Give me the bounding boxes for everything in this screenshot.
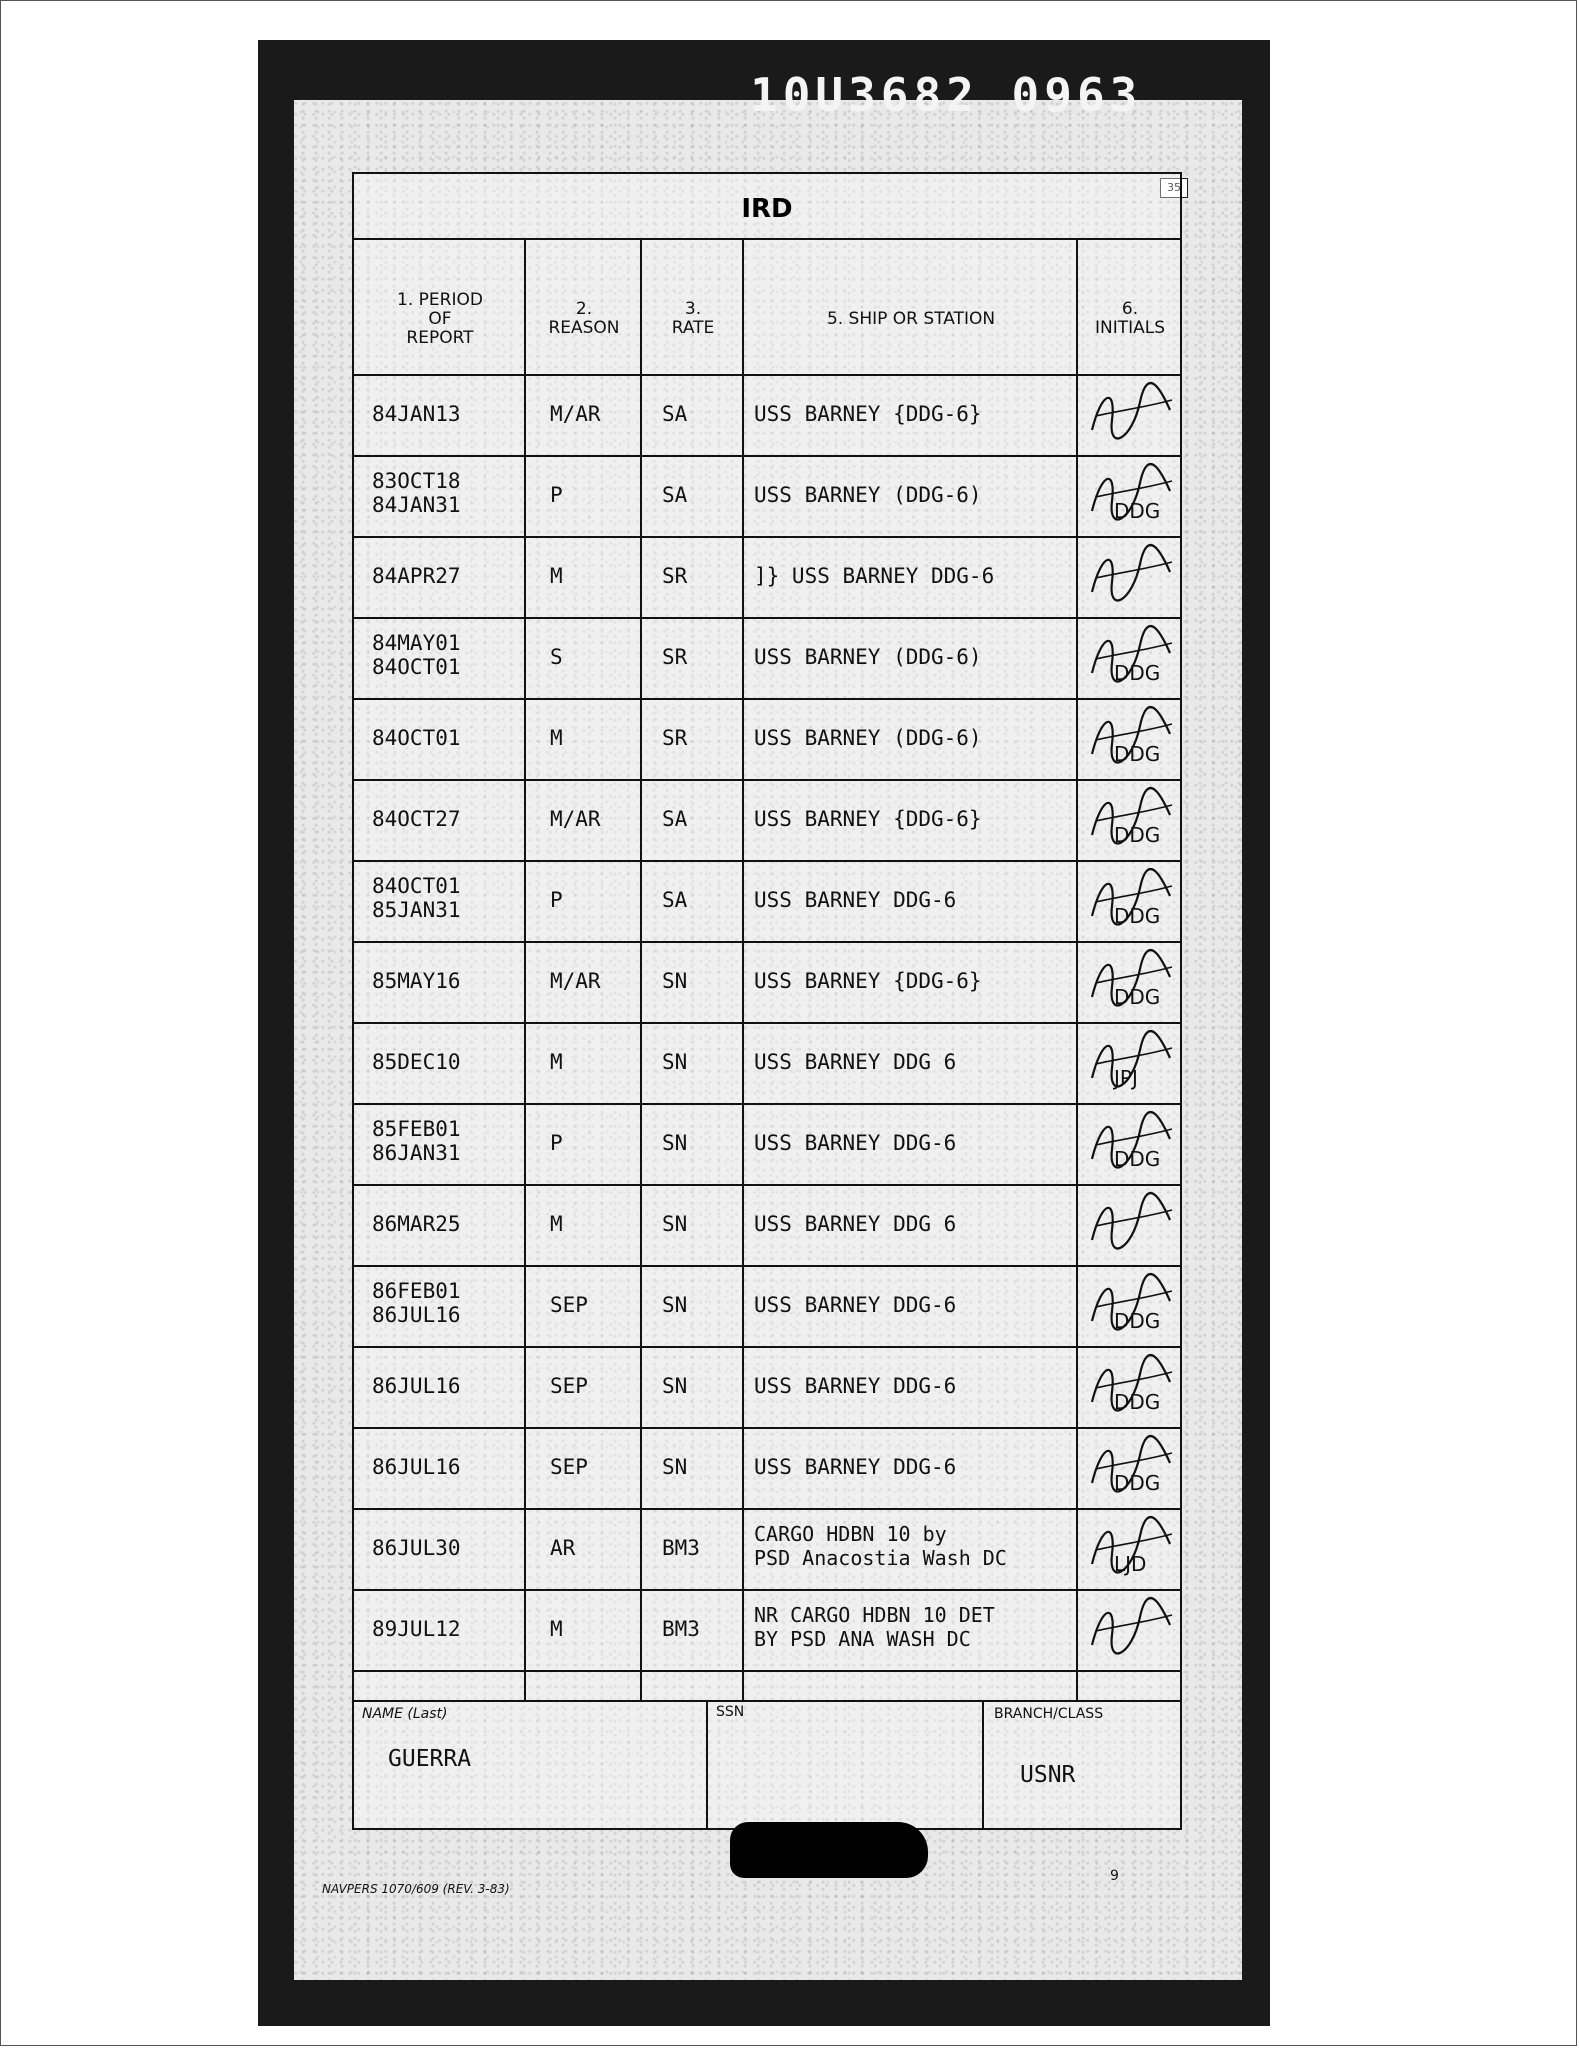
row-period: 89JUL12 <box>372 1617 461 1641</box>
row-period: 84OCT01 85JAN31 <box>372 874 461 922</box>
row-rate: SA <box>662 888 688 912</box>
row-station: USS BARNEY {DDG-6} <box>754 807 982 831</box>
row-rate: SR <box>662 564 688 588</box>
row-period: 86JUL16 <box>372 1455 461 1479</box>
row-station: USS BARNEY {DDG-6} <box>754 969 982 993</box>
row-divider <box>354 617 1180 619</box>
form-title: IRD <box>354 174 1180 240</box>
row-rate: SR <box>662 726 688 750</box>
row-station: CARGO HDBN 10 by PSD Anacostia Wash DC <box>754 1522 1007 1570</box>
row-initials-text: DDG <box>1114 1309 1161 1333</box>
row-divider <box>354 455 1180 457</box>
row-station: USS BARNEY DDG-6 <box>754 1455 957 1479</box>
row-divider <box>354 779 1180 781</box>
row-rate: SN <box>662 1050 688 1074</box>
row-rate: SN <box>662 1374 688 1398</box>
row-rate: SR <box>662 645 688 669</box>
row-initials-text: DDG <box>1114 985 1161 1009</box>
column-divider <box>640 240 642 1700</box>
row-reason: SEP <box>550 1455 588 1479</box>
row-period: 84OCT27 <box>372 807 461 831</box>
row-reason: M <box>550 726 563 750</box>
row-rate: SN <box>662 1293 688 1317</box>
signature-initials <box>1082 1595 1178 1665</box>
row-initials-text: DDG <box>1114 1147 1161 1171</box>
row-divider <box>354 1103 1180 1105</box>
row-divider <box>354 941 1180 943</box>
row-divider <box>354 1022 1180 1024</box>
row-period: 84OCT01 <box>372 726 461 750</box>
row-initials-text: DDG <box>1114 1390 1161 1414</box>
row-divider <box>354 698 1180 700</box>
row-initials-text: DDG <box>1114 904 1161 928</box>
row-period: 85MAY16 <box>372 969 461 993</box>
row-reason: SEP <box>550 1293 588 1317</box>
row-station: ]} USS BARNEY DDG-6 <box>754 564 995 588</box>
row-period: 85FEB01 86JAN31 <box>372 1117 461 1165</box>
signature-initials <box>1082 542 1178 612</box>
row-rate: SN <box>662 1455 688 1479</box>
row-initials-text: DDG <box>1114 661 1161 685</box>
row-period: 86MAR25 <box>372 1212 461 1236</box>
row-initials-text: DDG <box>1114 823 1161 847</box>
header-initials: 6. INITIALS <box>1094 299 1166 338</box>
header-station: 5. SHIP OR STATION <box>826 308 996 329</box>
row-period: 85DEC10 <box>372 1050 461 1074</box>
row-initials-text: JPJ <box>1114 1066 1138 1090</box>
document-id-number: 10U3682 0963 <box>750 68 1143 122</box>
row-divider <box>354 860 1180 862</box>
ssn-redaction <box>730 1822 928 1878</box>
header-period: 1. PERIOD OF REPORT <box>397 289 483 348</box>
signature-initials <box>1082 1190 1178 1260</box>
footer-divider-branch <box>982 1700 984 1830</box>
header-rate: 3. RATE <box>671 299 715 338</box>
row-initials-text: LJD <box>1114 1552 1147 1576</box>
name-label: NAME (Last) <box>362 1706 448 1722</box>
name-value: GUERRA <box>388 1746 472 1772</box>
column-divider <box>742 240 744 1700</box>
row-reason: S <box>550 645 563 669</box>
branch-value: USNR <box>1020 1762 1076 1788</box>
row-divider <box>354 1589 1180 1591</box>
row-period: 86FEB01 86JUL16 <box>372 1279 461 1327</box>
row-rate: SA <box>662 402 688 426</box>
row-rate: BM3 <box>662 1536 700 1560</box>
row-initials-text: DDG <box>1114 742 1161 766</box>
column-divider <box>524 240 526 1700</box>
page-number: 35 <box>1160 178 1188 198</box>
form-code: NAVPERS 1070/609 (REV. 3-83) <box>322 1882 510 1896</box>
row-divider <box>354 374 1180 376</box>
footer-divider <box>354 1700 1180 1702</box>
row-rate: SN <box>662 969 688 993</box>
row-reason: AR <box>550 1536 576 1560</box>
row-station: USS BARNEY DDG 6 <box>754 1050 957 1074</box>
signature-initials <box>1082 380 1178 450</box>
row-station: USS BARNEY DDG-6 <box>754 888 957 912</box>
row-rate: SN <box>662 1212 688 1236</box>
row-reason: M <box>550 1212 563 1236</box>
row-reason: M/AR <box>550 402 601 426</box>
row-rate: BM3 <box>662 1617 700 1641</box>
row-divider <box>354 1427 1180 1429</box>
row-rate: SN <box>662 1131 688 1155</box>
row-station: USS BARNEY {DDG-6} <box>754 402 982 426</box>
row-reason: P <box>550 888 563 912</box>
row-station: USS BARNEY DDG-6 <box>754 1374 957 1398</box>
row-divider <box>354 1184 1180 1186</box>
row-reason: M <box>550 1617 563 1641</box>
row-station: USS BARNEY DDG-6 <box>754 1293 957 1317</box>
row-reason: P <box>550 483 563 507</box>
row-period: 83OCT18 84JAN31 <box>372 469 461 517</box>
row-reason: SEP <box>550 1374 588 1398</box>
header-reason: 2. REASON <box>548 299 620 338</box>
row-divider <box>354 1670 1180 1672</box>
row-divider <box>354 1265 1180 1267</box>
row-reason: P <box>550 1131 563 1155</box>
service-record-form <box>352 172 1182 1830</box>
row-divider <box>354 536 1180 538</box>
row-reason: M <box>550 564 563 588</box>
ssn-label: SSN <box>716 1704 745 1720</box>
row-divider <box>354 1508 1180 1510</box>
branch-label: BRANCH/CLASS <box>994 1706 1104 1722</box>
row-reason: M <box>550 1050 563 1074</box>
row-reason: M/AR <box>550 969 601 993</box>
row-rate: SA <box>662 483 688 507</box>
row-station: NR CARGO HDBN 10 DET BY PSD ANA WASH DC <box>754 1603 995 1651</box>
row-initials-text: DDG <box>1114 1471 1161 1495</box>
row-period: 86JUL30 <box>372 1536 461 1560</box>
row-reason: M/AR <box>550 807 601 831</box>
row-rate: SA <box>662 807 688 831</box>
row-station: USS BARNEY DDG 6 <box>754 1212 957 1236</box>
row-period: 84APR27 <box>372 564 461 588</box>
corner-mark: 9 <box>1110 1868 1119 1884</box>
row-station: USS BARNEY (DDG-6) <box>754 645 982 669</box>
row-station: USS BARNEY (DDG-6) <box>754 726 982 750</box>
row-station: USS BARNEY (DDG-6) <box>754 483 982 507</box>
row-period: 84MAY01 84OCT01 <box>372 631 461 679</box>
row-period: 84JAN13 <box>372 402 461 426</box>
row-station: USS BARNEY DDG-6 <box>754 1131 957 1155</box>
row-initials-text: DDG <box>1114 499 1161 523</box>
row-period: 86JUL16 <box>372 1374 461 1398</box>
column-divider <box>1076 240 1078 1700</box>
row-divider <box>354 1346 1180 1348</box>
footer-divider-ssn <box>706 1700 708 1830</box>
